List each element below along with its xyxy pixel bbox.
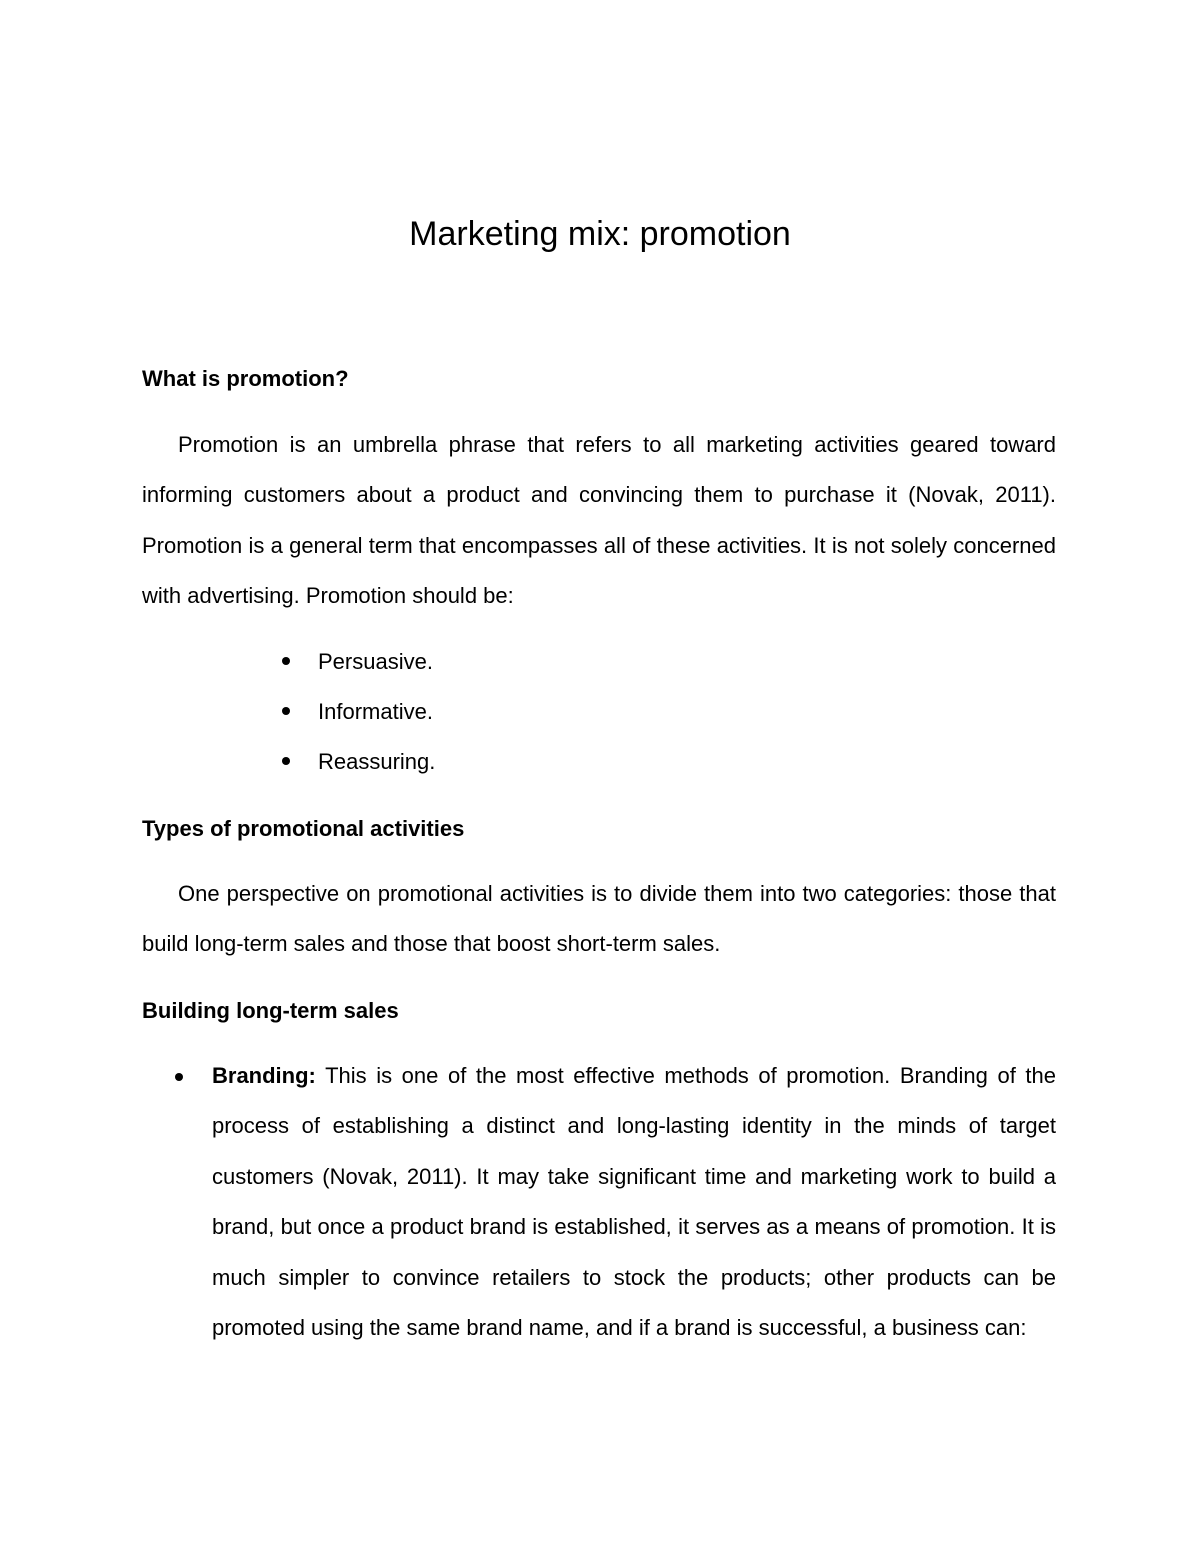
bullet-icon [282,657,290,665]
paragraph-promotion-definition: Promotion is an umbrella phrase that refers to all marketing activities geared toward informing customers about a product and convincing them to purchase it (Novak, 2011). Promotion is a general term that encompasses all of these activities. It is not solely concerned with advertising. Promotion should be: [142,432,1056,608]
list-item-text: Persuasive. [318,649,433,674]
paragraph-promotional-perspective: One perspective on promotional activities is to divide them into two categories: those that build long-term sales and those that boost short-term sales. [142,881,1056,957]
section-heading-building-long-term-sales: Building long-term sales [142,998,399,1023]
list-item-text: This is one of the most effective methods of promotion. Branding of the process of establishing a distinct and long-lasting identity in the minds of target customers (Novak, 2011). It may take significant time and marketing work to build a brand, but once a product brand is established, it serves as a means of promotion. It is much simpler to convince retailers to stock the products; other products can be promoted using the same brand name, and if a brand is successful, a business can: [212,1063,1056,1341]
bullet-icon [282,707,290,715]
list-item [282,687,435,737]
bullet-icon [282,757,290,765]
bullet-list-long-term-sales [175,1051,1056,1353]
section-heading-types-of-promotional-activities: Types of promotional activities [142,816,465,841]
section-heading-what-is-promotion: What is promotion? [142,366,349,391]
list-item [175,1051,1056,1353]
bullet-icon [175,1073,183,1081]
bullet-list-promotion-qualities [282,637,435,787]
document-title: Marketing mix: promotion [409,215,791,253]
list-item [282,637,435,687]
list-item-text: Reassuring. [318,749,436,774]
list-item [282,737,435,787]
list-item-text: Informative. [318,699,433,724]
list-item-term: Branding: [212,1063,316,1088]
